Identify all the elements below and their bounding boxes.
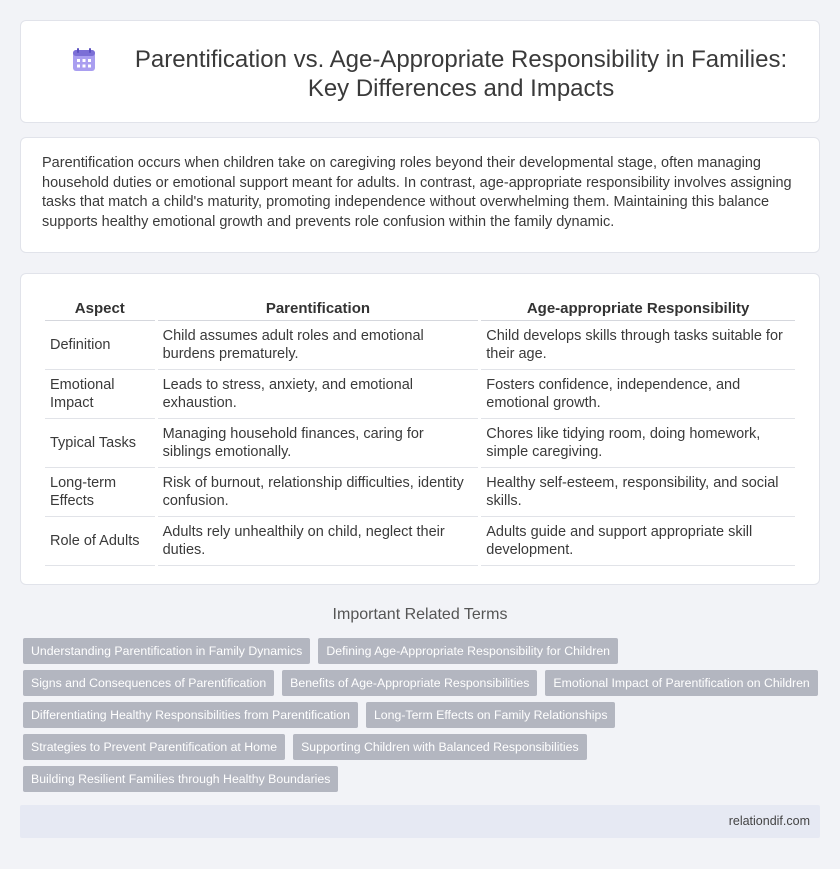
footer — [20, 805, 820, 838]
header-card — [20, 20, 820, 123]
related-term-tag[interactable]: Defining Age-Appropriate Responsibility for Children — [318, 638, 618, 664]
tag-row — [23, 766, 813, 792]
row-aspect: Role of Adults — [45, 517, 155, 566]
table-row — [45, 321, 795, 370]
tag-row — [23, 638, 813, 664]
intro-text: Parentification occurs when children take on caregiving roles beyond their developmental stage, often managing household duties or emotional support meant for adults. In contrast, age-appropriate responsibility involves assigning tasks that match a child's maturity, promoting independence without overwhelming them. Maintaining this balance supports healthy emotional growth and prevents role confusion within the family dynamic. — [42, 155, 792, 230]
related-term-tag[interactable]: Emotional Impact of Parentification on Children — [545, 670, 817, 696]
related-term-tag[interactable]: Understanding Parentification in Family Dynamics — [23, 638, 310, 664]
table-row — [45, 468, 795, 517]
intro-card — [20, 137, 820, 253]
row-aspect: Definition — [45, 321, 155, 370]
related-terms-list — [23, 638, 813, 798]
row-age-appropriate: Fosters confidence, independence, and emotional growth. — [481, 370, 795, 419]
header-age-appropriate: Age-appropriate Responsibility — [481, 297, 795, 321]
table-header-row — [45, 297, 795, 321]
table-row — [45, 370, 795, 419]
related-term-tag[interactable]: Signs and Consequences of Parentification — [23, 670, 274, 696]
tag-row — [23, 670, 813, 696]
row-parentification: Adults rely unhealthily on child, neglect their duties. — [158, 517, 479, 566]
related-term-tag[interactable]: Long-Term Effects on Family Relationships — [366, 702, 616, 728]
header-parentification: Parentification — [158, 297, 479, 321]
site-name[interactable]: relationdif.com — [728, 814, 810, 828]
table-row — [45, 419, 795, 468]
related-term-tag[interactable]: Benefits of Age-Appropriate Responsibilities — [282, 670, 537, 696]
comparison-card — [20, 273, 820, 585]
header-aspect: Aspect — [45, 297, 155, 321]
row-age-appropriate: Chores like tidying room, doing homework, simple caregiving. — [481, 419, 795, 468]
row-age-appropriate: Adults guide and support appropriate skill development. — [481, 517, 795, 566]
tag-row — [23, 734, 813, 760]
related-term-tag[interactable]: Building Resilient Families through Healthy Boundaries — [23, 766, 338, 792]
related-terms-title: Important Related Terms — [332, 606, 508, 623]
row-parentification: Risk of burnout, relationship difficulties, identity confusion. — [158, 468, 479, 517]
tag-row — [23, 702, 813, 728]
row-aspect: Long-term Effects — [45, 468, 155, 517]
table-row — [45, 517, 795, 566]
page-title: Parentification vs. Age-Appropriate Responsibility in Families: Key Differences and Impacts — [134, 46, 788, 102]
row-parentification: Managing household finances, caring for siblings emotionally. — [158, 419, 479, 468]
row-aspect: Emotional Impact — [45, 370, 155, 419]
row-aspect: Typical Tasks — [45, 419, 155, 468]
row-parentification: Leads to stress, anxiety, and emotional exhaustion. — [158, 370, 479, 419]
row-age-appropriate: Healthy self-esteem, responsibility, and social skills. — [481, 468, 795, 517]
related-term-tag[interactable]: Strategies to Prevent Parentification at Home — [23, 734, 285, 760]
related-term-tag[interactable]: Differentiating Healthy Responsibilities from Parentification — [23, 702, 358, 728]
comparison-table — [42, 297, 798, 566]
row-parentification: Child assumes adult roles and emotional burdens prematurely. — [158, 321, 479, 370]
related-term-tag[interactable]: Supporting Children with Balanced Responsibilities — [293, 734, 587, 760]
row-age-appropriate: Child develops skills through tasks suitable for their age. — [481, 321, 795, 370]
